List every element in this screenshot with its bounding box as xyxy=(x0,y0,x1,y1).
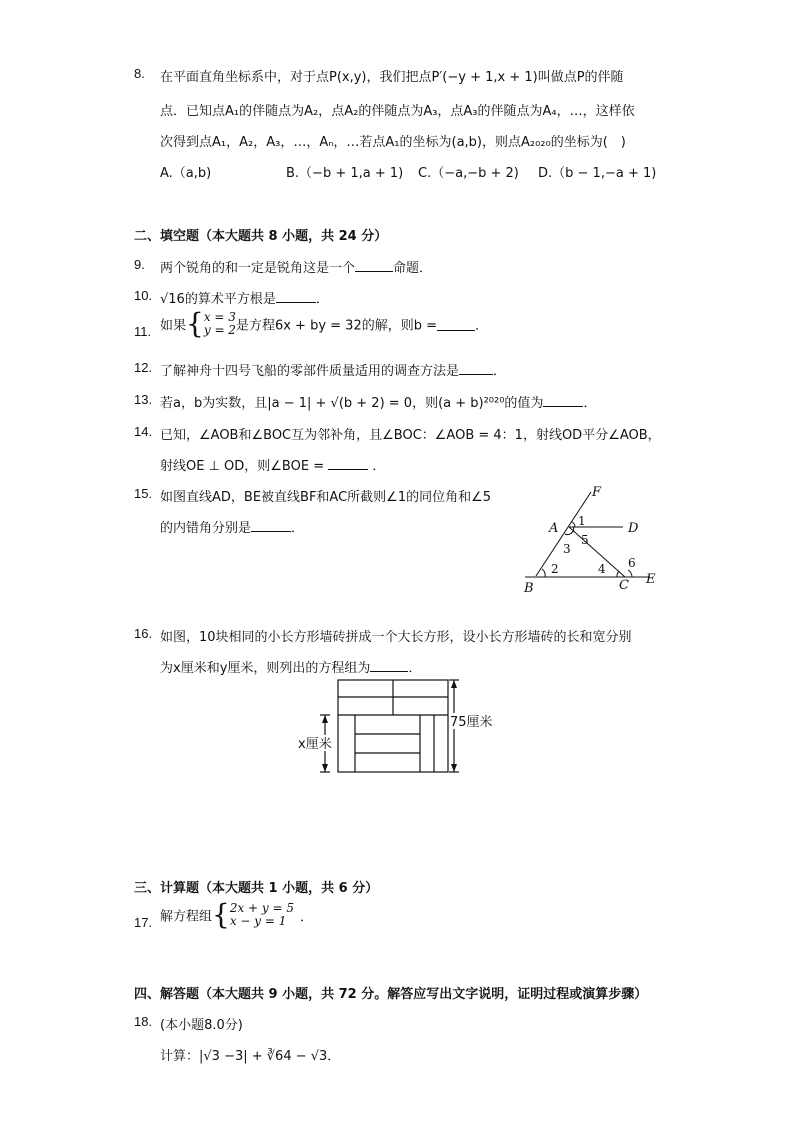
q8-option-b: B.（−b + 1,a + 1) xyxy=(286,166,404,181)
answer-blank[interactable] xyxy=(437,318,475,331)
answer-blank[interactable] xyxy=(328,457,368,470)
q10-text: √16的算术平方根是 ． xyxy=(160,292,329,307)
answer-blank[interactable] xyxy=(459,362,493,375)
q16-number: 16. xyxy=(134,626,153,641)
q16-line1: 如图，10块相同的小长方形墙砖拼成一个大长方形，设小长方形墙砖的长和宽分别 xyxy=(160,630,632,645)
q18-number: 18. xyxy=(134,1014,153,1029)
label-angle-2: 2 xyxy=(551,562,559,576)
answer-blank[interactable] xyxy=(355,259,393,272)
label-angle-4: 4 xyxy=(598,562,606,576)
q16-brick-figure xyxy=(295,675,505,780)
answer-blank[interactable] xyxy=(543,394,583,407)
q14-number: 14. xyxy=(134,424,153,439)
q8-option-d: D.（b − 1,−a + 1) xyxy=(538,166,657,181)
q11-text: 如果{x = 3 y = 2是方程6x + by = 32的解，则b = ． xyxy=(160,307,489,340)
q8-line2: 点．已知点A₁的伴随点为A₂，点A₂的伴随点为A₃，点A₃的伴随点为A₄，…，这样依 xyxy=(160,104,635,119)
q16-line2: 为x厘米和y厘米，则列出的方程组为 ． xyxy=(160,661,422,676)
q14-line2: 射线OE ⊥ OD，则∠BOE = ． xyxy=(160,459,386,474)
q17-text: 解方程组{2x + y = 5 x − y = 1 ． xyxy=(160,898,314,931)
label-e: E xyxy=(646,572,656,587)
label-c: C xyxy=(619,578,629,593)
answer-blank[interactable] xyxy=(276,290,316,303)
label-angle-6: 6 xyxy=(628,556,636,570)
section-fill-in-heading: 二、填空题（本大题共 8 小题，共 24 分） xyxy=(134,229,388,244)
label-d: D xyxy=(628,521,639,536)
answer-blank[interactable] xyxy=(370,659,408,672)
q8-number: 8. xyxy=(134,66,145,81)
q8-option-a: A.（a,b) xyxy=(160,166,212,181)
q8-option-c: C.（−a,−b + 2) xyxy=(418,166,519,181)
angle-3-arc xyxy=(565,531,573,535)
angle-2-arc xyxy=(542,569,545,577)
label-b: B xyxy=(524,581,534,596)
q15-figure xyxy=(515,482,665,597)
q17-number: 17. xyxy=(134,915,153,930)
q11-number: 11. xyxy=(134,324,152,339)
section-calculation-heading: 三、计算题（本大题共 1 小题，共 6 分） xyxy=(134,881,379,896)
angle-4-arc xyxy=(617,571,619,577)
q8-line1: 在平面直角坐标系中，对于点P(x,y)，我们把点P′(−y + 1,x + 1)叫做点P的伴随 xyxy=(160,70,624,85)
q10-number: 10. xyxy=(134,288,153,303)
label-f: F xyxy=(592,485,602,500)
line-ac xyxy=(569,527,625,577)
q15-number: 15. xyxy=(134,486,153,501)
x-label: x厘米 xyxy=(298,737,332,752)
q8-line3: 次得到点A₁，A₂，A₃，…，Aₙ，…若点A₁的坐标为(a,b)，则点A₂₀₂₀的坐标为( ) xyxy=(160,135,626,150)
q13-number: 13. xyxy=(134,392,153,407)
angle-5-arc xyxy=(573,527,574,532)
q18-note: (本小题8.0分) xyxy=(160,1018,243,1033)
q9-text: 两个锐角的和一定是锐角这是一个 命题． xyxy=(160,261,433,276)
q18-text: 计算：|√3 −3| + ∛64 − √3． xyxy=(160,1049,341,1064)
label-angle-3: 3 xyxy=(563,542,571,556)
label-a: A xyxy=(549,521,559,536)
height-label: 75厘米 xyxy=(450,715,493,730)
q14-line1: 已知，∠AOB和∠BOC互为邻补角，且∠BOC：∠AOB = 4：1，射线OD平分∠AOB， xyxy=(160,428,661,443)
q13-text: 若a，b为实数，且|a − 1| + √(b + 2) = 0，则(a + b)²⁰²⁰的值为 ． xyxy=(160,396,597,411)
angle-1-arc xyxy=(572,522,575,527)
q15-line2: 的内错角分别是 ． xyxy=(160,521,305,536)
section-answer-heading: 四、解答题（本大题共 9 小题，共 72 分。解答应写出文字说明，证明过程或演算步骤） xyxy=(134,987,648,1002)
q12-text: 了解神舟十四号飞船的零部件质量适用的调查方法是 ． xyxy=(160,364,507,379)
q12-number: 12. xyxy=(134,360,153,375)
label-angle-1: 1 xyxy=(578,514,586,528)
q9-number: 9. xyxy=(134,257,145,272)
q15-line1: 如图直线AD，BE被直线BF和AC所截则∠1的同位角和∠5 xyxy=(160,490,492,505)
label-angle-5: 5 xyxy=(581,533,589,547)
angle-6-arc xyxy=(628,570,632,577)
answer-blank[interactable] xyxy=(251,519,291,532)
